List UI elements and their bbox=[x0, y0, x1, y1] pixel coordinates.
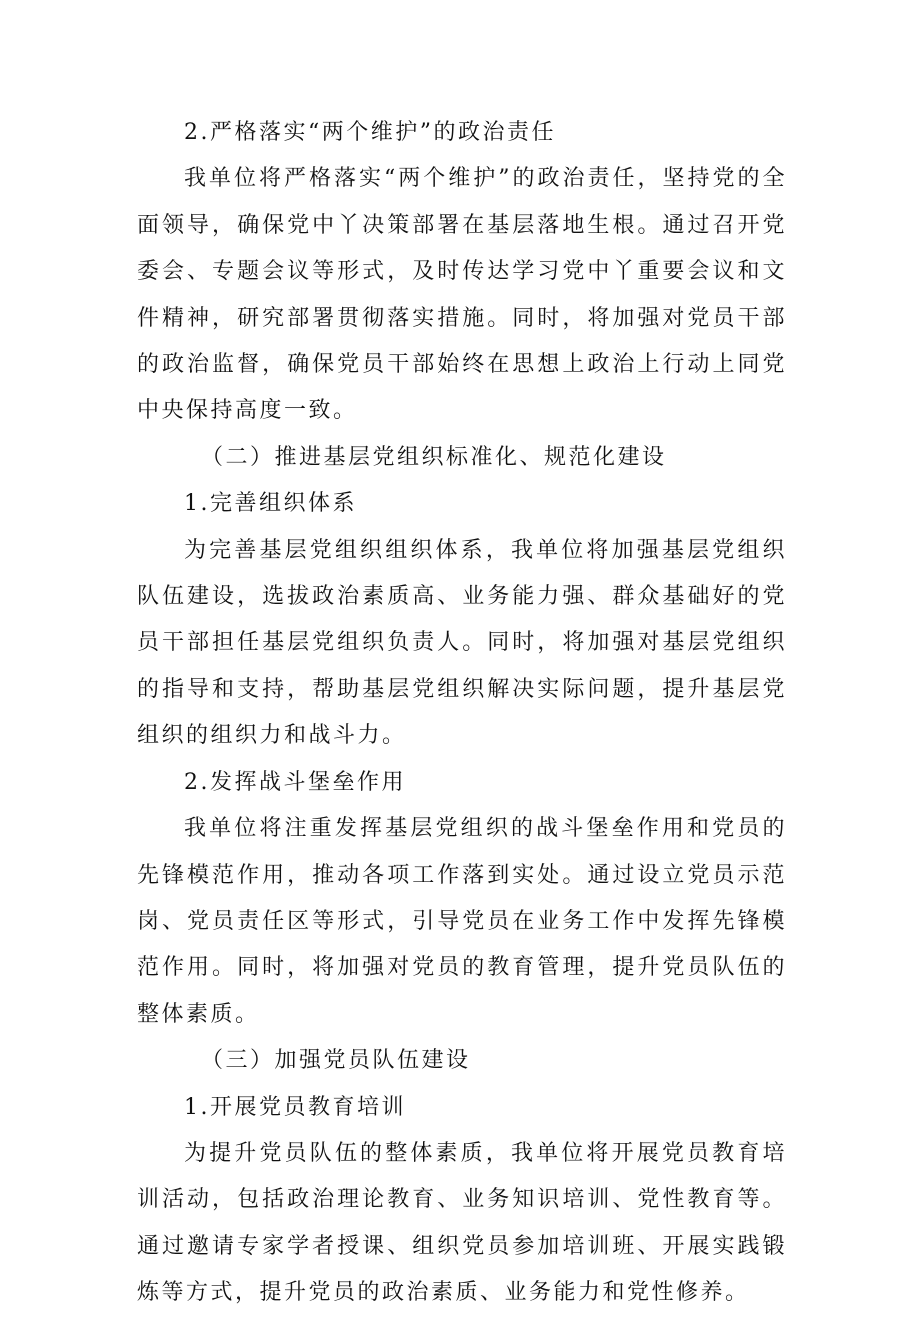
subheading-strict-implementation: 2.严格落实“两个维护”的政治责任 bbox=[184, 120, 556, 145]
document-body bbox=[137, 110, 787, 1317]
paragraph-political-responsibility: 我单位将严格落实“两个维护”的政治责任，坚持党的全面领导，确保党中丫决策部署在基层落地生根。通过召开党委会、专题会议等形式，及时传达学习党中丫重要会议和文件精神，研究部署贯彻落实措施。同时，将加强对党员干部的政治监督，确保党员干部始终在思想上政治上行动上同党中央保持高度一致。 bbox=[137, 166, 787, 424]
paragraph-organization-system: 为完善基层党组织组织体系，我单位将加强基层党组织队伍建设，选拔政治素质高、业务能力强、群众基础好的党员干部担任基层党组织负责人。同时，将加强对基层党组织的指导和支持，帮助基层党组织解决实际问题，提升基层党组织的组织力和战斗力。 bbox=[137, 537, 787, 749]
paragraph-member-training: 为提升党员队伍的整体素质，我单位将开展党员教育培训活动，包括政治理论教育、业务知识培训、党性教育等。通过邀请专家学者授课、组织党员参加培训班、开展实践锻炼等方式，提升党员的政治素质、业务能力和党性修养。 bbox=[137, 1140, 787, 1306]
subheading-improve-organization: 1.完善组织体系 bbox=[184, 491, 357, 517]
subheading-fortress-role: 2.发挥战斗堡垒作用 bbox=[184, 769, 406, 795]
section-heading-member-team: （三）加强党员队伍建设 bbox=[201, 1048, 471, 1074]
section-heading-standardization: （二）推进基层党组织标准化、规范化建设 bbox=[201, 444, 667, 470]
subheading-member-training: 1.开展党员教育培训 bbox=[184, 1094, 406, 1120]
paragraph-fortress-role: 我单位将注重发挥基层党组织的战斗堡垒作用和党员的先锋模范作用，推动各项工作落到实处。通过设立党员示范岗、党员责任区等形式，引导党员在业务工作中发挥先锋模范作用。同时，将加强对党员的教育管理，提升党员队伍的整体素质。 bbox=[137, 816, 787, 1027]
